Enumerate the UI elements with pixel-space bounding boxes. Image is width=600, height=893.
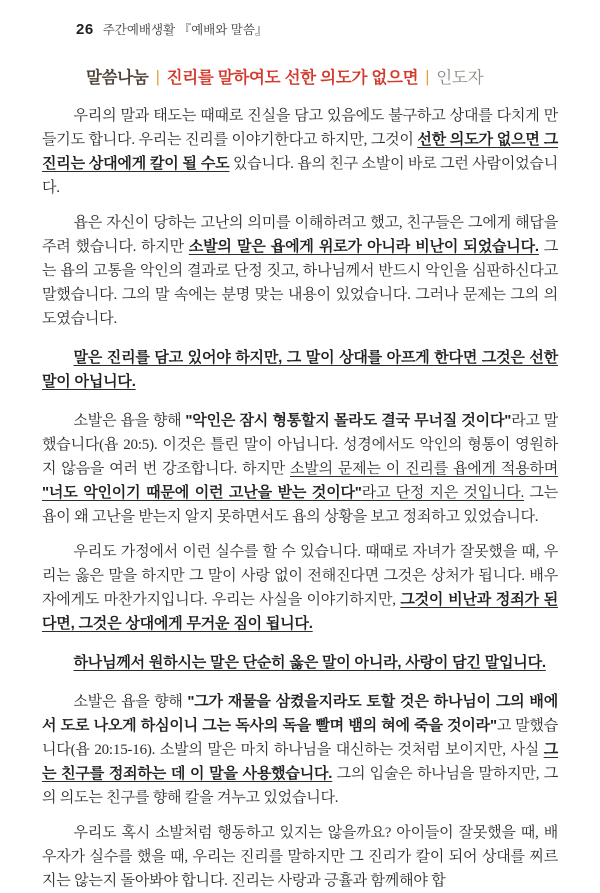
body-text (42, 104, 558, 893)
text-run: 소발은 욥을 향해 (73, 413, 186, 429)
text-run: 그는 욥이 왜 고난을 받는지 알지 못하면서도 욥의 상황을 보고 정죄하고 있었습니다. (42, 485, 559, 525)
emphasized-text-run: 라고 단정 지은 것입니다. (361, 485, 525, 501)
emphasized-text-run: 말은 진리를 담고 있어야 하지만, 그 말이 상대를 아프게 한다면 그것은 선한 말이 아닙니다. (42, 349, 558, 390)
emphasized-text-run: 그것이 비난과 정죄가 된다면, 그것은 상대에게 무거운 짐이 됩니다. (42, 591, 558, 632)
separator-bar: | (425, 68, 430, 86)
text-run: 소발은 욥을 향해 (73, 694, 188, 710)
section-role: 인도자 (436, 69, 484, 87)
emphasized-text-run: "너도 악인이기 때문에 이런 고난을 받는 것이다" (42, 484, 362, 501)
page-number: 26 (76, 21, 94, 38)
body-paragraph (42, 690, 558, 810)
emphasized-text-run: "그가 재물을 삼켰을지라도 토할 것은 하나님이 그의 배에서 도로 나오게 하심이니 그는 독사의 독을 빨며 뱀의 혀에 죽을 것이라" (42, 693, 559, 734)
text-run: 라고 말했습니다(욥 20:5). 이것은 틀린 말이 아닙니다. 성경에서도 악인의 형통이 영원하지 않음을 여러 번 강조합니다. 하지만 (42, 413, 559, 477)
key-statement (42, 346, 558, 394)
section-label: 말씀나눔 (86, 69, 149, 87)
body-paragraph (42, 104, 558, 200)
section-title: 진리를 말하여도 선한 의도가 없으면 (166, 69, 419, 87)
emphasized-text-run: 소발의 말은 욥에게 위로가 아니라 비난이 되었습니다. (188, 238, 539, 255)
text-run: 우리의 말과 태도는 때때로 진실을 담고 있음에도 불구하고 상대를 다치게 만들기도 합니다. 우리는 진리를 이야기한다고 하지만, 그것이 (42, 108, 558, 148)
emphasized-text-run: 소발의 문제는 이 진리를 욥에게 적용하며 (290, 461, 559, 477)
body-paragraph (42, 540, 558, 636)
text-run: 우리도 혹시 소발처럼 행동하고 있지는 않을까요? 아이들이 잘못했을 때, 배우자가 실수를 했을 때, 우리는 진리를 말하지만 그 진리가 칼이 되어 상대를 찌르지는 않는지 돌아봐야 합니다. 진리는 사랑과 긍휼과 함께해야 합 (42, 825, 558, 889)
section-title-bar (86, 64, 558, 88)
body-paragraph (42, 211, 558, 331)
body-paragraph (42, 821, 558, 893)
emphasized-text-run: 그는 친구를 정죄하는 데 이 말을 사용했습니다. (42, 741, 558, 782)
key-statement (42, 651, 558, 675)
emphasized-text-run: "악인은 잠시 형통할지 몰라도 결국 무너질 것이다" (185, 412, 512, 429)
emphasized-text-run: 선한 의도가 없으면 그 진리는 상대에게 칼이 될 수도 (42, 131, 558, 172)
booklet-title: 주간예배생활 『예배와 말씀』 (102, 23, 268, 37)
body-paragraph (42, 409, 558, 529)
text-run: 그는 욥의 고통을 악인의 결과로 단정 짓고, 하나님께서 반드시 악인을 심판하신다고 말했습니다. 그의 말 속에는 분명 맞는 내용이 있었습니다. 그러나 문제는 그의 의도였습니다. (42, 239, 559, 327)
text-run: 그의 입술은 하나님을 말하지만, 그의 의도는 친구를 향해 칼을 겨누고 있었습니다. (42, 766, 558, 806)
emphasized-text-run: 하나님께서 원하시는 말은 단순히 옳은 말이 아니라, 사랑이 담긴 말입니다. (73, 654, 546, 671)
text-run: 욥은 자신이 당하는 고난의 의미를 이해하려고 했고, 친구들은 그에게 해답을 주려 했습니다. 하지만 (42, 215, 558, 255)
text-run: 고 말했습니다(욥 20:15-16). 소발의 말은 마치 하나님을 대신하는 것처럼 보이지만, 사실 (42, 718, 558, 758)
text-run: 있습니다. 욥의 친구 소발이 바로 그런 사람이었습니다. (42, 156, 558, 196)
text-run: 우리도 가정에서 이런 실수를 할 수 있습니다. 때때로 자녀가 잘못했을 때, 우리는 옳은 말을 하지만 그 말이 사랑 없이 전해진다면 그것은 상처가 됩니다. 배우자에게도 마찬가지입니다. 우리는 사실을 이야기하지만, (42, 544, 558, 608)
running-header (76, 20, 558, 38)
separator-bar: | (155, 68, 160, 86)
